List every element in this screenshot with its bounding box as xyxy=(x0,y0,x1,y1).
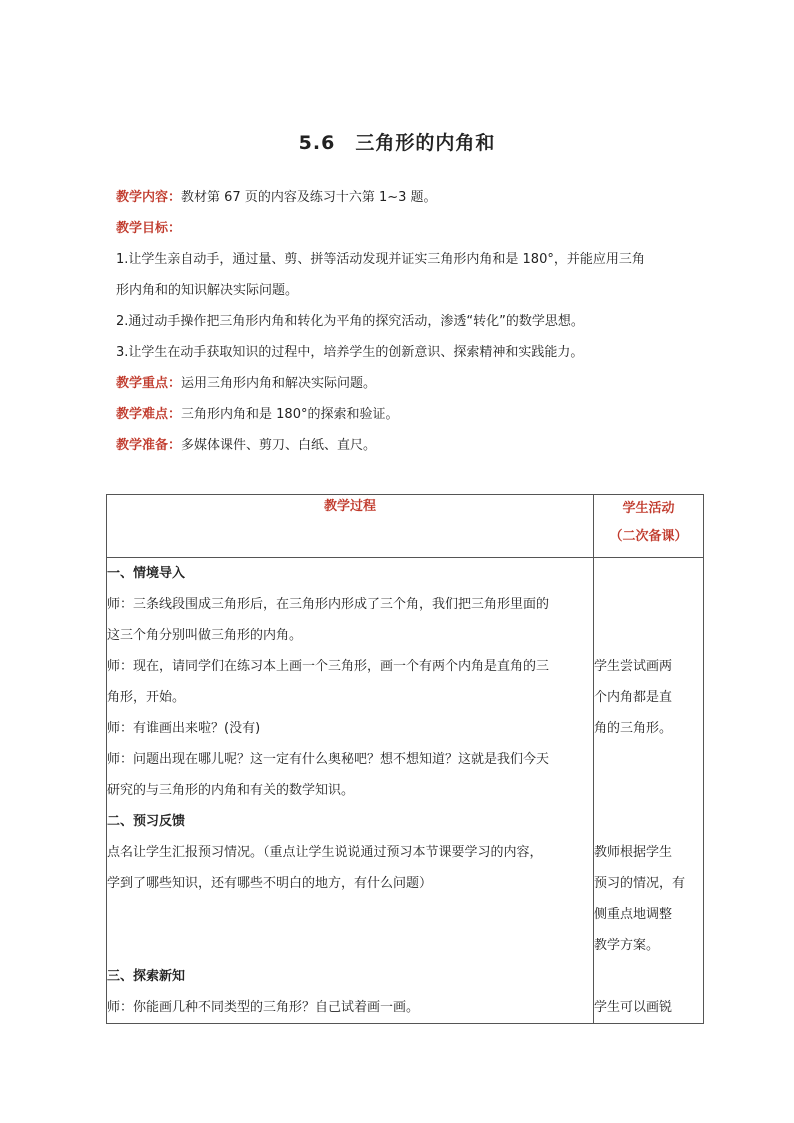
goal-2: 2.通过动手操作把三角形内角和转化为平角的探究活动，渗透“转化”的数学思想。 xyxy=(116,314,584,329)
goals-label: 教学目标： xyxy=(116,221,182,236)
activity-line: 角的三角形。 xyxy=(594,721,673,736)
activity-line: 侧重点地调整 xyxy=(594,907,673,922)
activity-line: 个内角都是直 xyxy=(594,690,673,705)
page-title: 5.6 三角形的内角和 xyxy=(298,132,496,154)
preparation-line xyxy=(116,435,696,466)
header-teaching-process: 教学过程 xyxy=(107,495,594,558)
spacer xyxy=(594,744,703,775)
teaching-process-table xyxy=(106,494,704,1024)
difficulty-label: 教学难点： xyxy=(116,407,182,422)
table-header-row xyxy=(107,495,704,558)
section-3-line: 师：你能画几种不同类型的三角形？自己试着画一画。 xyxy=(107,1000,420,1015)
section-1-line: 师：三条线段围成三角形后，在三角形内形成了三个角，我们把三角形里面的 xyxy=(107,597,550,612)
key-point-text: 运用三角形内角和解决实际问题。 xyxy=(181,376,377,391)
content-line xyxy=(116,187,696,218)
spacer xyxy=(594,961,703,992)
activity-line: 预习的情况，有 xyxy=(594,876,686,891)
goals-heading xyxy=(116,218,696,249)
activity-line: 教师根据学生 xyxy=(594,845,673,860)
section-2-line: 学到了哪些知识，还有哪些不明白的地方，有什么问题） xyxy=(107,876,433,891)
difficulty-line xyxy=(116,404,696,435)
section-3-title: 三、探索新知 xyxy=(107,969,186,984)
goal-1-line-b: 形内角和的知识解决实际问题。 xyxy=(116,283,299,298)
spacer xyxy=(594,558,703,589)
section-1-line: 师：现在，请同学们在练习本上画一个三角形，画一个有两个内角是直角的三 xyxy=(107,659,550,674)
section-1-line: 师：问题出现在哪儿呢？这一定有什么奥秘吧？想不想知道？这就是我们今天 xyxy=(107,752,550,767)
goal-1-line-a: 1.让学生亲自动手，通过量、剪、拼等活动发现并证实三角形内角和是 180°，并能应用三角 xyxy=(116,252,645,267)
activity-line: 学生可以画锐 xyxy=(594,1000,673,1015)
header-side-line-1: 学生活动 xyxy=(622,501,675,516)
spacer xyxy=(107,899,593,930)
spacer xyxy=(594,589,703,620)
spacer xyxy=(594,806,703,837)
spacer xyxy=(107,930,593,961)
preparation-text: 多媒体课件、剪刀、白纸、直尺。 xyxy=(181,438,377,453)
preparation-label: 教学准备： xyxy=(116,438,182,453)
section-2-line: 点名让学生汇报预习情况。（重点让学生说说通过预习本节课要学习的内容， xyxy=(107,845,543,860)
student-activity-cell xyxy=(594,558,704,1024)
content-text: 教材第 67 页的内容及练习十六第 1~3 题。 xyxy=(181,190,437,205)
section-1-line: 这三个角分别叫做三角形的内角。 xyxy=(107,628,303,643)
section-1-line: 师：有谁画出来啦？(没有) xyxy=(107,721,261,736)
spacer xyxy=(594,775,703,806)
spacer xyxy=(594,620,703,651)
goal-3: 3.让学生在动手获取知识的过程中，培养学生的创新意识、探索精神和实践能力。 xyxy=(116,345,584,360)
section-1-title: 一、情境导入 xyxy=(107,566,186,581)
content-label: 教学内容： xyxy=(116,190,182,205)
process-cell xyxy=(107,558,594,1024)
section-1-line: 研究的与三角形的内角和有关的数学知识。 xyxy=(107,783,355,798)
activity-line: 学生尝试画两 xyxy=(594,659,673,674)
header-student-activity xyxy=(594,495,704,558)
key-point-label: 教学重点： xyxy=(116,376,182,391)
lesson-meta xyxy=(116,187,696,466)
section-2-title: 二、预习反馈 xyxy=(107,814,186,829)
table-row xyxy=(107,558,704,1024)
header-side-line-2: （二次备课） xyxy=(609,529,688,544)
difficulty-text: 三角形内角和是 180°的探索和验证。 xyxy=(181,407,399,422)
activity-line: 教学方案。 xyxy=(594,938,660,953)
key-point-line xyxy=(116,373,696,404)
section-1-line: 角形，开始。 xyxy=(107,690,186,705)
